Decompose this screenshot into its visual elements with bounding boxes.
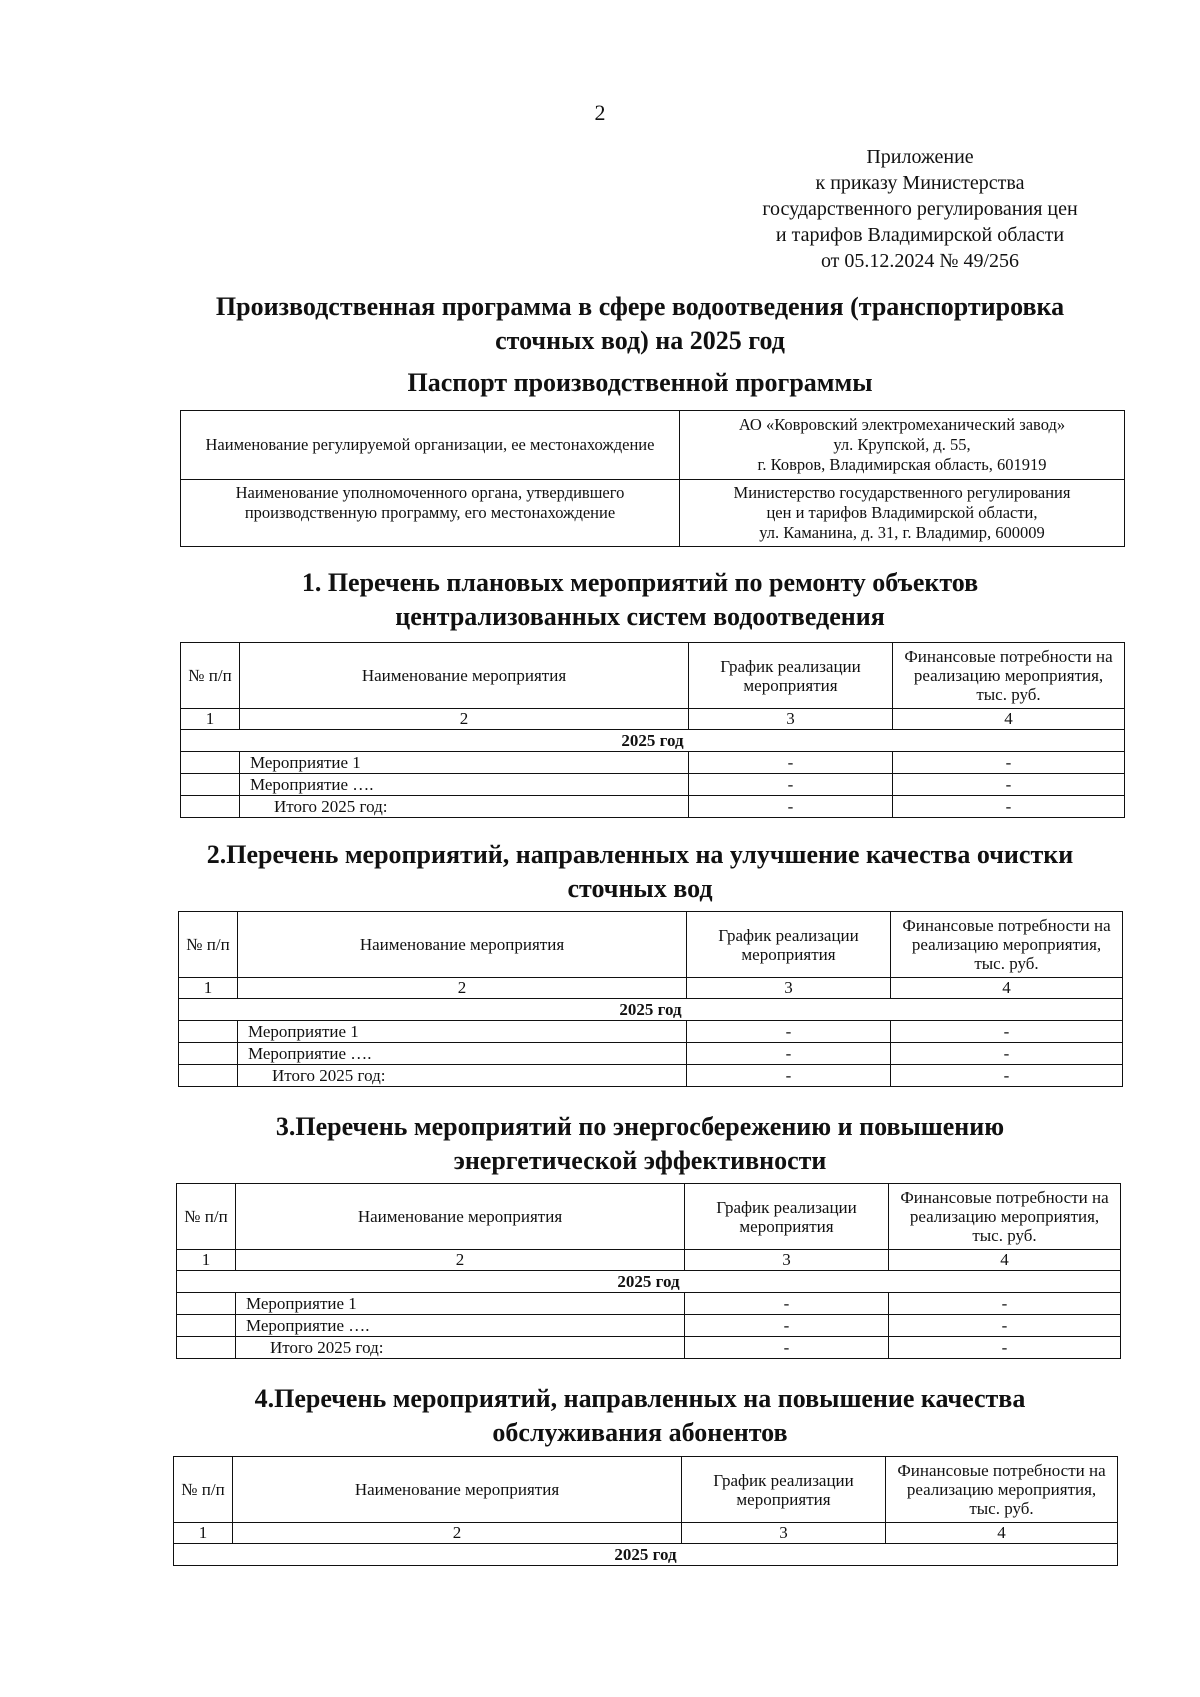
page-number: 2 — [594, 100, 606, 125]
row-schedule: - — [685, 1293, 889, 1315]
appendix-line: к приказу Министерства — [815, 172, 1025, 194]
year-row — [179, 999, 1123, 1021]
column-number: 2 — [236, 1250, 685, 1271]
column-number: 3 — [687, 978, 891, 999]
column-number: 1 — [177, 1250, 236, 1271]
passport-value-line: АО «Ковровский электромеханический завод» — [738, 415, 1066, 434]
table-row — [181, 796, 1125, 818]
section-heading-line: энергетической эффективности — [453, 1146, 827, 1175]
title-line: сточных вод) на 2025 год — [495, 326, 785, 355]
section-heading — [160, 1110, 1120, 1178]
year-row — [174, 1544, 1118, 1566]
table-header-row — [177, 1184, 1121, 1250]
row-finance: - — [893, 796, 1125, 818]
row-schedule: - — [685, 1337, 889, 1359]
column-number: 3 — [682, 1523, 886, 1544]
column-number-row — [181, 709, 1125, 730]
year-label: 2025 год — [177, 1271, 1121, 1293]
year-row — [177, 1271, 1121, 1293]
header-num: № п/п — [179, 912, 238, 978]
year-label: 2025 год — [181, 730, 1125, 752]
header-finance: Финансовые потребности на реализацию мероприятия, тыс. руб. — [891, 912, 1123, 978]
row-num — [177, 1337, 236, 1359]
appendix-line: Приложение — [866, 146, 974, 168]
column-number: 4 — [886, 1523, 1118, 1544]
appendix-block — [740, 144, 1100, 274]
row-schedule: - — [689, 752, 893, 774]
header-num: № п/п — [181, 643, 240, 709]
row-name: Мероприятие …. — [236, 1315, 685, 1337]
header-name: Наименование мероприятия — [240, 643, 689, 709]
section-heading-line: сточных вод — [567, 874, 713, 903]
section-heading — [160, 566, 1120, 634]
row-finance: - — [889, 1293, 1121, 1315]
appendix-line: от 05.12.2024 № 49/256 — [820, 250, 1020, 272]
column-number: 2 — [238, 978, 687, 999]
passport-value-line: цен и тарифов Владимирской области, — [766, 503, 1038, 522]
section-heading — [160, 838, 1120, 906]
row-num — [179, 1043, 238, 1065]
passport-value — [680, 480, 1125, 547]
table-row — [177, 1293, 1121, 1315]
column-number: 1 — [174, 1523, 233, 1544]
row-num — [179, 1021, 238, 1043]
section-heading-line: централизованных систем водоотведения — [395, 602, 885, 631]
section-table — [173, 1456, 1118, 1566]
row-total: Итого 2025 год: — [240, 796, 689, 818]
header-num: № п/п — [174, 1457, 233, 1523]
column-number: 4 — [893, 709, 1125, 730]
header-schedule: График реализации мероприятия — [687, 912, 891, 978]
row-schedule: - — [687, 1043, 891, 1065]
passport-value-line: г. Ковров, Владимирская область, 601919 — [757, 455, 1047, 474]
row-finance: - — [893, 774, 1125, 796]
table-row — [177, 1315, 1121, 1337]
row-num — [181, 774, 240, 796]
section-heading — [160, 1382, 1120, 1450]
passport-row — [181, 411, 1125, 480]
row-name: Мероприятие …. — [238, 1043, 687, 1065]
section-table — [180, 642, 1125, 818]
column-number: 3 — [689, 709, 893, 730]
title-line: Производственная программа в сфере водоотведения (транспортировка — [215, 292, 1065, 321]
year-label: 2025 год — [179, 999, 1123, 1021]
header-name: Наименование мероприятия — [238, 912, 687, 978]
row-num — [177, 1293, 236, 1315]
row-finance: - — [893, 752, 1125, 774]
passport-value — [680, 411, 1125, 480]
passport-value-line: Министерство государственного регулирования — [733, 483, 1071, 502]
column-number-row — [179, 978, 1123, 999]
row-finance: - — [891, 1065, 1123, 1087]
passport-value-line: ул. Крупской, д. 55, — [833, 435, 971, 454]
row-name: Мероприятие …. — [240, 774, 689, 796]
column-number: 2 — [233, 1523, 682, 1544]
column-number: 1 — [179, 978, 238, 999]
column-number-row — [177, 1250, 1121, 1271]
row-total: Итого 2025 год: — [236, 1337, 685, 1359]
document-title — [160, 290, 1120, 358]
row-schedule: - — [689, 774, 893, 796]
section-heading-line: обслуживания абонентов — [492, 1418, 788, 1447]
row-schedule: - — [685, 1315, 889, 1337]
section-table — [176, 1183, 1121, 1359]
column-number: 4 — [891, 978, 1123, 999]
row-total: Итого 2025 год: — [238, 1065, 687, 1087]
row-schedule: - — [689, 796, 893, 818]
passport-table — [180, 410, 1125, 547]
row-num — [179, 1065, 238, 1087]
column-number: 3 — [685, 1250, 889, 1271]
row-finance: - — [889, 1337, 1121, 1359]
column-number-row — [174, 1523, 1118, 1544]
header-schedule: График реализации мероприятия — [685, 1184, 889, 1250]
column-number: 1 — [181, 709, 240, 730]
row-schedule: - — [687, 1021, 891, 1043]
header-schedule: График реализации мероприятия — [689, 643, 893, 709]
header-schedule: График реализации мероприятия — [682, 1457, 886, 1523]
table-header-row — [174, 1457, 1118, 1523]
header-name: Наименование мероприятия — [236, 1184, 685, 1250]
row-name: Мероприятие 1 — [238, 1021, 687, 1043]
row-name: Мероприятие 1 — [236, 1293, 685, 1315]
header-finance: Финансовые потребности на реализацию мероприятия, тыс. руб. — [889, 1184, 1121, 1250]
passport-label: Наименование регулируемой организации, ее местонахождение — [181, 411, 680, 480]
table-row — [179, 1021, 1123, 1043]
column-number: 4 — [889, 1250, 1121, 1271]
passport-value-line: ул. Каманина, д. 31, г. Владимир, 600009 — [759, 523, 1045, 542]
year-label: 2025 год — [174, 1544, 1118, 1566]
passport-row — [181, 480, 1125, 547]
table-row — [177, 1337, 1121, 1359]
section-heading-line: 2.Перечень мероприятий, направленных на улучшение качества очистки — [206, 840, 1074, 869]
table-row — [179, 1065, 1123, 1087]
passport-label: Наименование уполномоченного органа, утвердившего производственную программу, его местонахождение — [181, 480, 680, 547]
row-num — [181, 752, 240, 774]
row-finance: - — [891, 1021, 1123, 1043]
row-num — [181, 796, 240, 818]
table-header-row — [181, 643, 1125, 709]
header-finance: Финансовые потребности на реализацию мероприятия, тыс. руб. — [893, 643, 1125, 709]
appendix-line: государственного регулирования цен — [762, 198, 1078, 220]
table-row — [181, 752, 1125, 774]
row-schedule: - — [687, 1065, 891, 1087]
header-name: Наименование мероприятия — [233, 1457, 682, 1523]
section-table — [178, 911, 1123, 1087]
section-heading-line: 1. Перечень плановых мероприятий по ремонту объектов — [301, 568, 979, 597]
table-row — [181, 774, 1125, 796]
row-finance: - — [891, 1043, 1123, 1065]
section-heading-line: 4.Перечень мероприятий, направленных на повышение качества — [254, 1384, 1026, 1413]
passport-title: Паспорт производственной программы — [407, 368, 873, 397]
column-number: 2 — [240, 709, 689, 730]
header-finance: Финансовые потребности на реализацию мероприятия, тыс. руб. — [886, 1457, 1118, 1523]
section-heading-line: 3.Перечень мероприятий по энергосбережению и повышению — [275, 1112, 1005, 1141]
table-row — [179, 1043, 1123, 1065]
year-row — [181, 730, 1125, 752]
row-finance: - — [889, 1315, 1121, 1337]
appendix-line: и тарифов Владимирской области — [775, 224, 1065, 246]
table-header-row — [179, 912, 1123, 978]
row-name: Мероприятие 1 — [240, 752, 689, 774]
header-num: № п/п — [177, 1184, 236, 1250]
row-num — [177, 1315, 236, 1337]
